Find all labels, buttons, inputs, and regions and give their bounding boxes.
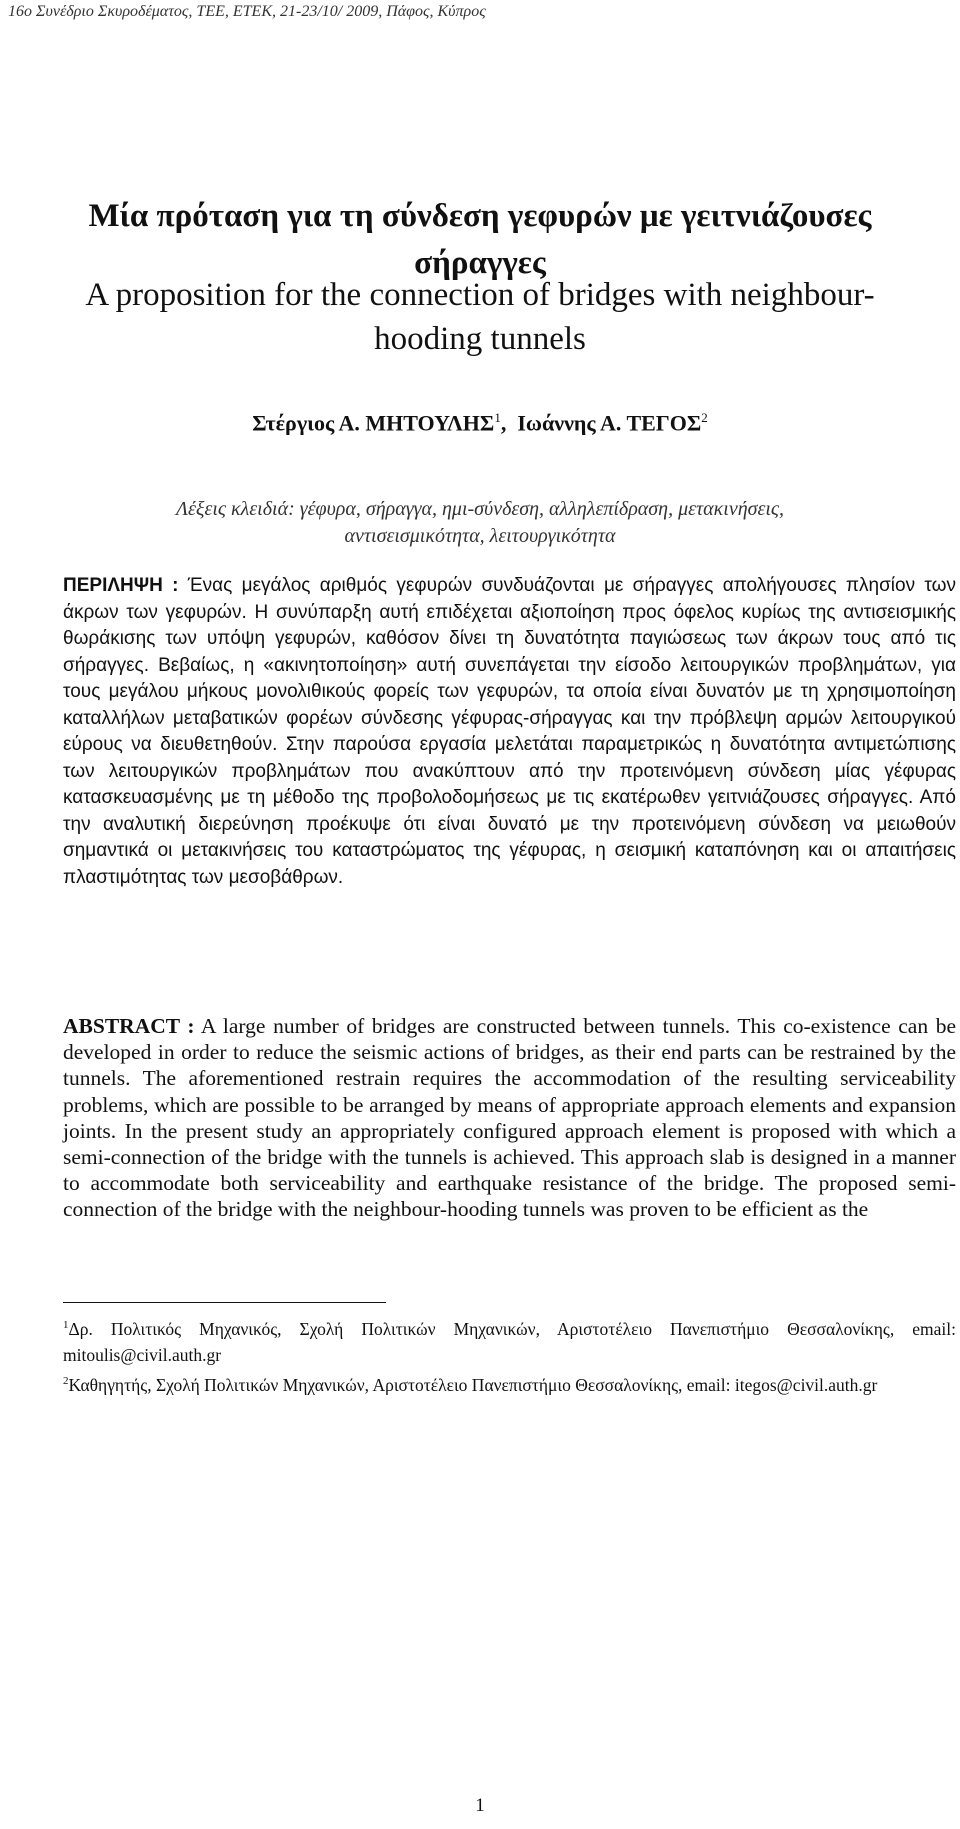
- page-number: 1: [475, 1795, 485, 1816]
- title-greek-line2: σήραγγες: [414, 245, 546, 281]
- abstract-english: [63, 1013, 956, 1223]
- footnote-1-text: Δρ. Πολιτικός Μηχανικός, Σχολή Πολιτικών Μηχανικών, Αριστοτέλειο Πανεπιστήμιο Θεσσαλονίκης, email: mitoulis@civil.auth.gr: [63, 1318, 956, 1365]
- authors: [60, 410, 900, 436]
- footnote-2-text: Καθηγητής, Σχολή Πολιτικών Μηχανικών, Αριστοτέλειο Πανεπιστήμιο Θεσσαλονίκης, email: itegos@civil.auth.gr: [68, 1374, 878, 1395]
- abstract-english-text: A large number of bridges are constructed between tunnels. This co-existence can be developed in order to reduce the seismic actions of bridges, as their end parts can be restrained by the tunnels. The aforementioned restrain requires the accommodation of the resulting serviceability problems, which are possible to be arranged by means of appropriate approach elements and expansion joints. In the present study an appropriately configured approach element is proposed with which a semi-connection of the bridge with the tunnels is achieved. This approach slab is designed in a manner to accommodate both serviceability and earthquake resistance of the bridge. The proposed semi-connection of the bridge with the neighbour-hooding tunnels was proven to be efficient as the: [63, 1014, 957, 1222]
- keywords-line1: Λέξεις κλειδιά: γέφυρα, σήραγγα, ημι-σύνδεση, αλληλεπίδραση, μετακινήσεις,: [175, 498, 785, 520]
- abstract-greek-text: Ένας μεγάλος αριθμός γεφυρών συνδυάζονται με σήραγγες απολήγουσες πλησίον των άκρων των γεφυρών. Η συνύπαρξη αυτή επιδέχεται αξιοποίηση προς όφελος κυρίως της αντισεισμικής θωράκισης των υπόψη γεφυρών, καθόσον δίνει τη δυνατότητα παγιώσεως των άκρων τους από τις σήραγγες. Βεβαίως, η «ακινητοποίηση» αυτή συνεπάγεται την είσοδο λειτουργικών προβλημάτων, για τους μεγάλου μήκους μονολιθικούς φορείς των γεφυρών, τα οποία είναι δυνατόν με τη χρησιμοποίηση καταλλήλων μεταβατικών φορέων σύνδεσης γέφυρας-σήραγγας και την πρόβλεψη αρμών λειτουργικού εύρους να διευθετηθούν. Στην παρούσα εργασία μελετάται παραμετρικώς η δυνατότητα αντιμετώπισης των λειτουργικών προβλημάτων που ανακύπτουν από την προτεινόμενη σύνδεση μίας γέφυρας κατασκευασμένης με τη μέθοδο της προβολοδομήσεως με τις εκατέρωθεν γειτνιάζουσες σήραγγες. Από την αναλυτική διερεύνηση προέκυψε ότι είναι δυνατό με την προτεινόμενη σύνδεση να μειωθούν σημαντικά οι μετακινήσεις του καταστρώματος της γέφυρας, η σεισμική καταπόνηση και οι απαιτήσεις πλαστιμότητας των μεσοβάθρων.: [63, 575, 956, 888]
- keywords-line2: αντισεισμικότητα, λειτουργικότητα: [344, 525, 616, 547]
- abstract-english-label: ABSTRACT :: [63, 1014, 195, 1038]
- author-1: Στέργιος Α. ΜΗΤΟΥΛΗΣ: [252, 410, 495, 436]
- footnote-1-mark: 1: [63, 1319, 69, 1331]
- author-2: Ιωάννης Α. ΤΕΓΟΣ: [517, 410, 702, 436]
- footnotes: [63, 1312, 956, 1398]
- author-separator: ,: [500, 410, 518, 436]
- keywords: [100, 496, 860, 550]
- abstract-greek-label: ΠΕΡΙΛΗΨΗ :: [63, 575, 179, 596]
- footnote-2-mark: 2: [63, 1374, 69, 1387]
- title-greek-line1: Μία πρόταση για τη σύνδεση γεφυρών με γειτνιάζουσες: [88, 198, 872, 234]
- author-2-footnote-mark: 2: [701, 410, 708, 425]
- footnote-1: [63, 1312, 956, 1368]
- title-english: [60, 273, 900, 361]
- footnote-2: [63, 1368, 956, 1398]
- title-english-line2: hooding tunnels: [374, 321, 586, 357]
- author-1-footnote-mark: 1: [494, 410, 501, 425]
- abstract-greek: [63, 573, 956, 891]
- footnote-divider: [63, 1302, 386, 1303]
- title-english-line1: A proposition for the connection of bridges with neighbour-: [85, 277, 875, 313]
- conference-header: 16ο Συνέδριο Σκυροδέματος, ΤΕΕ, ΕΤΕΚ, 21-23/10/ 2009, Πάφος, Κύπρος: [8, 3, 486, 20]
